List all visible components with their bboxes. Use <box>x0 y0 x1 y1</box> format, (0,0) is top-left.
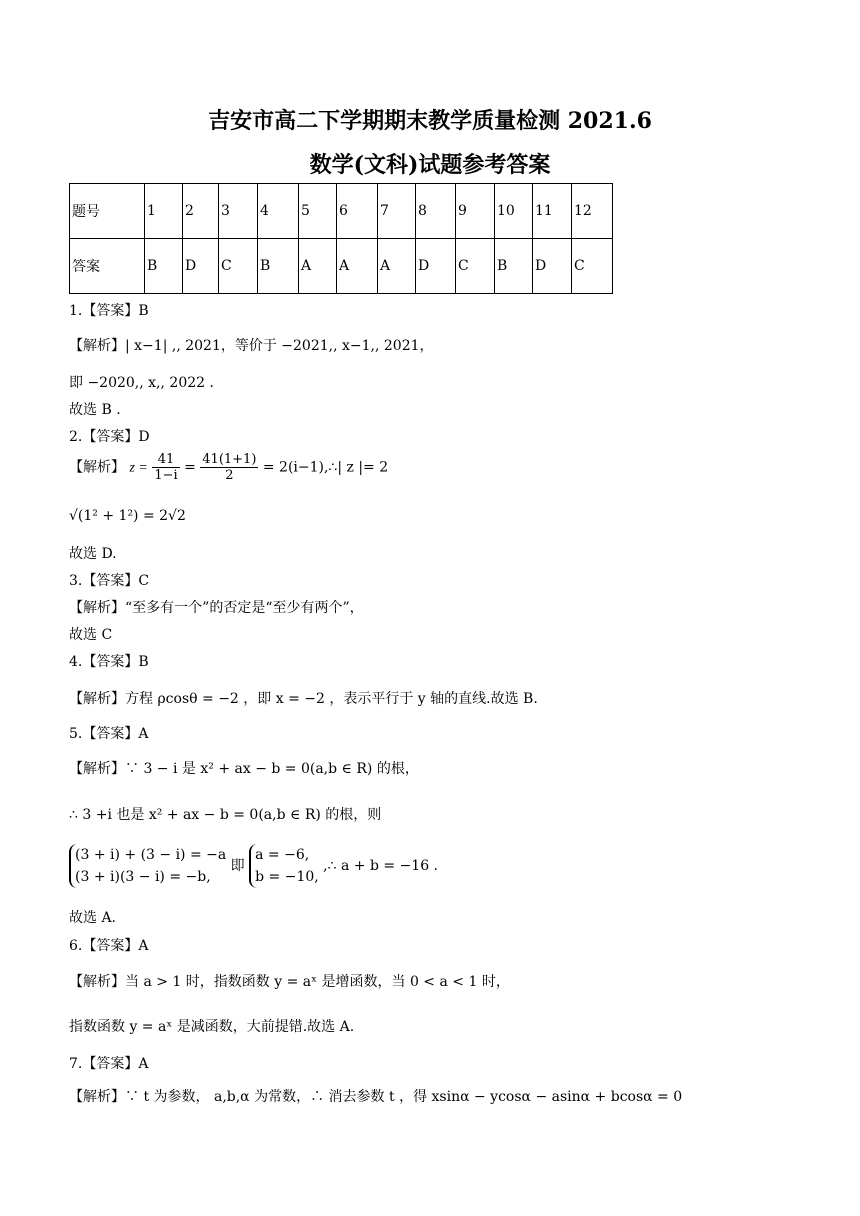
table-cell: 5 <box>299 184 337 239</box>
table-cell: 4 <box>258 184 299 239</box>
q5-answer-heading: 5.【答案】A <box>69 726 149 742</box>
table-cell: C <box>572 239 613 294</box>
q2-z: z = <box>129 460 148 476</box>
q2-answer-heading: 2.【答案】D <box>69 429 150 445</box>
q5-explanation-line: ∴ 3 +i 也是 x² + ax − b = 0(a,b ∈ R) 的根，则 <box>69 807 382 823</box>
q2-result: = 2(i−1),∴| z |= 2 <box>262 459 389 476</box>
fraction-numerator: 41 <box>152 452 179 468</box>
table-cell: A <box>299 239 337 294</box>
table-cell: D <box>416 239 456 294</box>
system-equation: b = −10, <box>255 869 319 885</box>
q5-explanation-line: 【解析】∵ 3 − i 是 x² + ax − b = 0(a,b ∈ R) 的根， <box>69 761 419 777</box>
system-equation: a = −6, <box>255 847 310 863</box>
table-cell: 7 <box>378 184 416 239</box>
table-cell: D <box>533 239 572 294</box>
q2-fraction-1 <box>152 452 179 483</box>
table-cell: 6 <box>337 184 378 239</box>
table-row-numbers <box>70 184 613 239</box>
table-cell: 12 <box>572 184 613 239</box>
table-cell: C <box>219 239 258 294</box>
answer-table <box>69 183 613 294</box>
q5-conclusion: 故选 A. <box>69 910 117 926</box>
table-cell: 1 <box>145 184 183 239</box>
q3-answer-heading: 3.【答案】C <box>69 573 150 589</box>
q3-conclusion: 故选 C <box>69 627 113 643</box>
table-cell: 9 <box>456 184 495 239</box>
q3-explanation-line: 【解析】“至多有一个”的否定是“至少有两个”， <box>69 600 364 616</box>
fraction-denominator: 2 <box>225 468 234 483</box>
row-label-answers: 答案 <box>70 239 145 294</box>
q7-explanation-line: 【解析】∵ t 为参数， a,b,α 为常数，∴ 消去参数 t ，得 xsinα − ycosα − asinα + bcosα = 0 <box>69 1089 683 1105</box>
fraction-denominator: 1−i <box>154 468 178 483</box>
table-cell: 3 <box>219 184 258 239</box>
q2-conclusion: 故选 D. <box>69 546 117 562</box>
q1-conclusion: 故选 B . <box>69 402 121 418</box>
table-cell: B <box>495 239 533 294</box>
q5-result: ,∴ a + b = −16 . <box>323 858 438 874</box>
table-cell: B <box>145 239 183 294</box>
fraction-numerator: 41(1+1) <box>202 452 257 467</box>
system-brace-right <box>249 844 319 888</box>
q4-answer-heading: 4.【答案】B <box>69 654 149 670</box>
table-cell: 10 <box>495 184 533 239</box>
q2-label: 【解析】 <box>69 459 125 476</box>
q1-explanation-line: 即 −2020,, x,, 2022 . <box>69 375 214 391</box>
q1-answer-heading: 1.【答案】B <box>69 303 149 319</box>
table-cell: D <box>183 239 219 294</box>
system-equation: (3 + i)(3 − i) = −b, <box>75 869 211 885</box>
q2-modulus-line: √(1² + 1²) = 2√2 <box>69 508 186 524</box>
q2-explanation-formula <box>69 452 388 483</box>
q6-explanation-line: 【解析】当 a > 1 时，指数函数 y = aˣ 是增函数，当 0 < a < 1 时， <box>69 974 510 990</box>
q1-explanation-line: 【解析】| x−1| ,, 2021，等价于 −2021,, x−1,, 2021， <box>69 338 434 354</box>
q7-answer-heading: 7.【答案】A <box>69 1056 149 1072</box>
table-cell: B <box>258 239 299 294</box>
q4-explanation-line: 【解析】方程 ρcosθ = −2 ，即 x = −2 ，表示平行于 y 轴的直线.故选 B. <box>69 691 538 707</box>
document-title: 吉安市高二下学期期末教学质量检测 2021.6 <box>208 108 652 134</box>
table-cell: 11 <box>533 184 572 239</box>
system-equation: (3 + i) + (3 − i) = −a <box>75 847 227 863</box>
system-brace-left <box>69 844 226 888</box>
q2-equals: = <box>184 459 196 476</box>
table-cell: A <box>378 239 416 294</box>
table-cell: 2 <box>183 184 219 239</box>
q5-equation-system <box>69 844 438 888</box>
q6-explanation-line: 指数函数 y = aˣ 是减函数，大前提错.故选 A. <box>69 1019 355 1035</box>
q2-fraction-2 <box>200 452 258 483</box>
table-cell: C <box>456 239 495 294</box>
document-subtitle: 数学(文科)试题参考答案 <box>309 152 551 178</box>
row-label-numbers: 题号 <box>70 184 145 239</box>
q5-connector: 即 <box>230 858 245 874</box>
table-cell: A <box>337 239 378 294</box>
q6-answer-heading: 6.【答案】A <box>69 938 149 954</box>
table-row-answers <box>70 239 613 294</box>
table-cell: 8 <box>416 184 456 239</box>
